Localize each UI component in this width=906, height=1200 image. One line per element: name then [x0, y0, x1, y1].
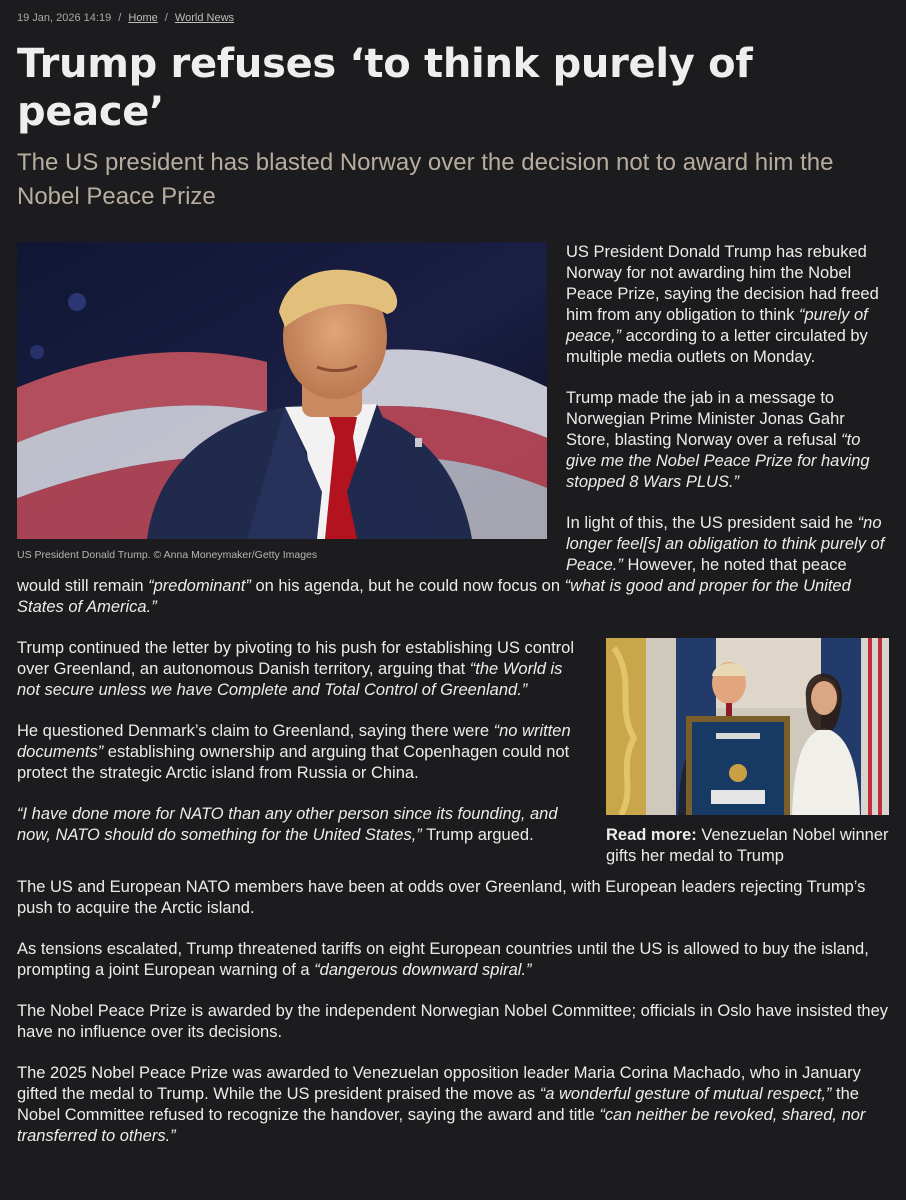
- paragraph: Trump continued the letter by pivoting to his push for establishing US control over Greenland, an autonomous Danish territory, arguing that “the World is not secure unless we have Complete and Total Control of Greenland.”: [17, 639, 575, 699]
- paragraph: As tensions escalated, Trump threatened tariffs on eight European countries until the US is allowed to buy the island, prompting a joint European warning of a “dangerous downward spiral.”: [17, 940, 869, 979]
- machado-medal-photo[interactable]: [606, 638, 889, 815]
- paragraph: In light of this, the US president said he “no longer feel[s] an obligation to think purely of Peace.” However, he noted that peace would still remain “predominant” on his agenda, but he could now focus on “what is good and proper for the United States of America.”: [17, 514, 885, 616]
- read-more-text[interactable]: Venezuelan Nobel winner gifts her medal to Trump: [606, 826, 889, 865]
- paragraph: The 2025 Nobel Peace Prize was awarded to Venezuelan opposition leader Maria Corina Machado, who in January gifted the medal to Trump. While the US president praised the move as “a wonderful gesture of mutual respect,” the Nobel Committee refused to recognize the handover, saying the award and title “can neither be revoked, shared, nor transferred to others.”: [17, 1064, 866, 1145]
- headline: Trump refuses ‘to think purely of peace’: [17, 41, 753, 135]
- main-figure: [17, 242, 547, 562]
- paragraph: The US and European NATO members have been at odds over Greenland, with European leaders rejecting Trump’s push to acquire the Arctic island.: [17, 878, 866, 917]
- read-more-label: Read more:: [606, 826, 697, 844]
- article-body: [17, 242, 889, 1147]
- paragraph: Trump made the jab in a message to Norwegian Prime Minister Jonas Gahr Store, blasting Norway over a refusal “to give me the Nobel Peace Prize for having stopped 8 Wars PLUS.”: [566, 389, 870, 491]
- breadcrumb-home-link[interactable]: Home: [128, 12, 158, 24]
- paragraph: “I have done more for NATO than any other person since its founding, and now, NATO should do something for the United States,” Trump argued.: [17, 805, 558, 844]
- paragraph: He questioned Denmark’s claim to Greenland, saying there were “no written documents” establishing ownership and arguing that Copenhagen could not protect the strategic Arctic island from Russia or China.: [17, 722, 571, 782]
- breadcrumb-separator: /: [118, 12, 122, 24]
- breadcrumb-separator: /: [164, 12, 168, 24]
- breadcrumb-section-link[interactable]: World News: [174, 12, 235, 24]
- trump-photo: [17, 242, 547, 539]
- timestamp: 19 Jan, 2026 14:19: [17, 12, 112, 24]
- paragraph: US President Donald Trump has rebuked Norway for not awarding him the Nobel Peace Prize, saying the decision had freed him from any obligation to think “purely of peace,” according to a letter circulated by multiple media outlets on Monday.: [566, 243, 879, 366]
- subtitle: The US president has blasted Norway over the decision not to award him the Nobel Peace Prize: [17, 149, 834, 210]
- paragraph: The Nobel Peace Prize is awarded by the independent Norwegian Nobel Committee; officials in Oslo have insisted they have no influence over its decisions.: [17, 1002, 889, 1041]
- related-article-card[interactable]: [606, 638, 889, 867]
- article-meta: [17, 0, 889, 25]
- photo-caption: US President Donald Trump. © Anna Moneymaker/Getty Images: [17, 549, 318, 561]
- read-more-link[interactable]: [606, 825, 889, 867]
